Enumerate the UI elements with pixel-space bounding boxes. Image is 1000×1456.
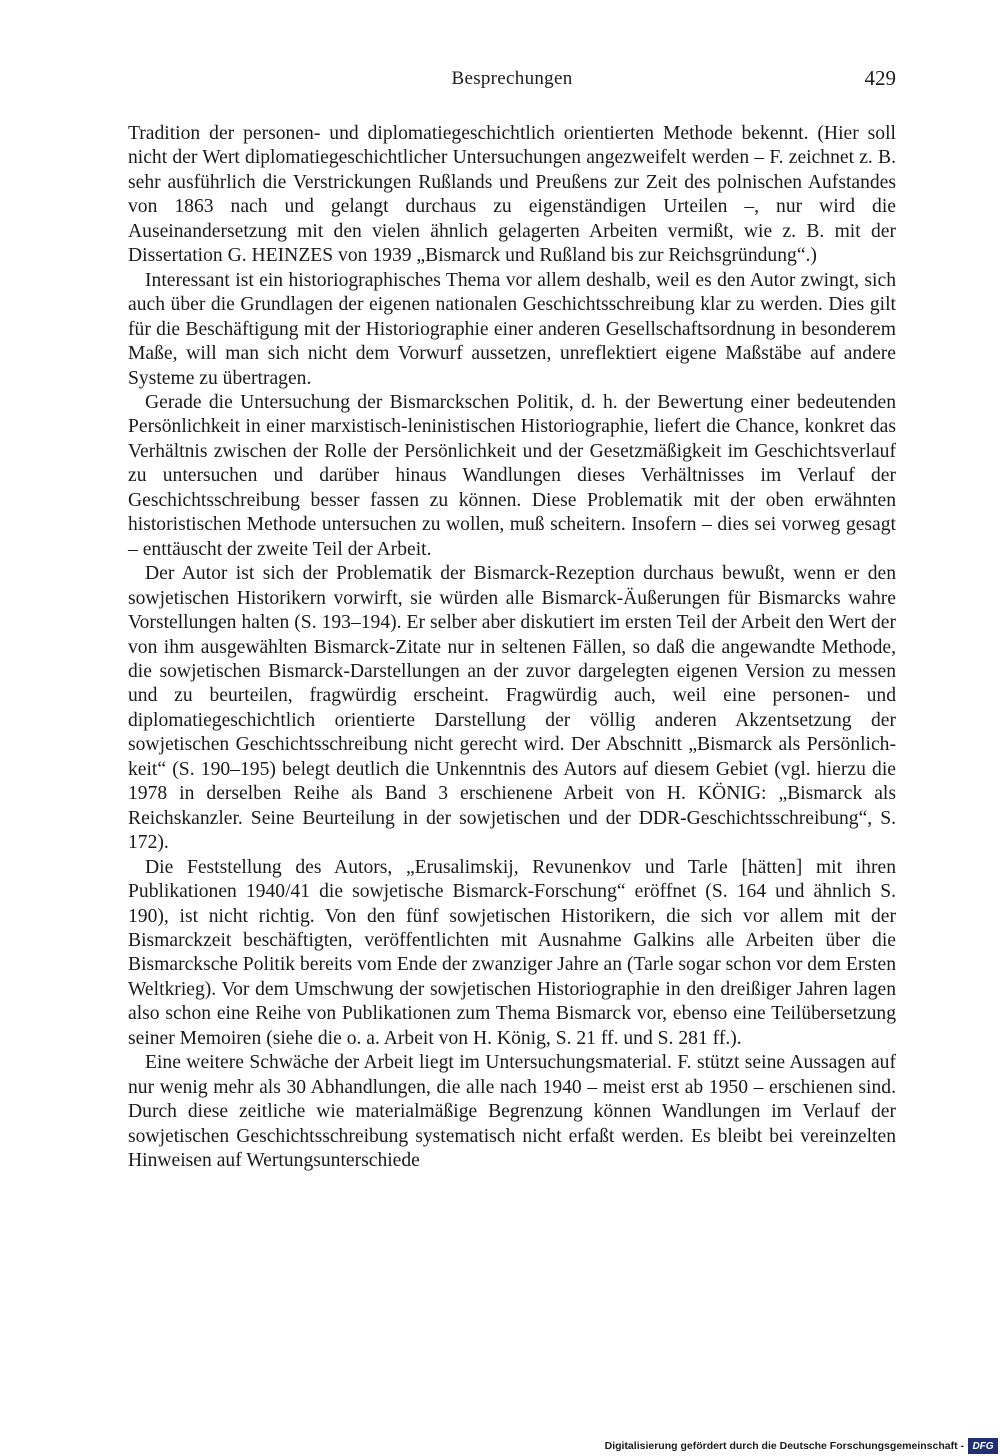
page-header [128, 68, 896, 98]
digitization-credit [605, 1436, 1000, 1456]
dfg-logo: DFG [968, 1438, 998, 1454]
paragraph-1: Tradition der personen- und diplomatiegeschichtlich orientierten Methode bekennt. (Hier soll nicht der Wert diplomatiegeschichtlicher Untersuchungen angezweifelt werden – F. zeichnet z. B. sehr ausführlich die Verstrickungen Rußlands und Preußens zur Zeit des polnischen Aufstandes von 1863 nach und gelangt durchaus zu eigenständigen Urteilen –, nur wird die Auseinandersetzung mit den vielen ähnlich gelagerten Arbeiten vermißt, wie z. B. mit der Dissertation G. HEINZES von 1939 „Bismarck und Rußland bis zur Reichsgründung“.) [128, 123, 896, 267]
paragraph-3: Gerade die Untersuchung der Bismarckschen Politik, d. h. der Bewertung einer bedeutenden Persönlichkeit in einer marxistisch-leninistischen Historiographie, liefert die Chance, konkret das Verhältnis zwischen der Rolle der Persönlichkeit und der Gesetzmäßigkeit im Geschichtsverlauf zu untersuchen und darüber hinaus Wandlungen dieses Verhältnisses im Verlauf der Geschichtsschreibung besser fassen zu können. Diese Problematik mit der oben erwähnten historistischen Methode untersuchen zu wollen, muß scheitern. Insofern – dies sei vorweg gesagt – enttäuscht der zweite Teil der Arbeit. [128, 391, 896, 560]
credit-text: Digitalisierung gefördert durch die Deutsche Forschungsgemeinschaft - [604, 1440, 964, 1452]
paragraph-2: Interessant ist ein historiographisches Thema vor allem deshalb, weil es den Autor zwingt, sich auch über die Grundlagen der eigenen nationalen Geschichtsschreibung klar zu werden. Dies gilt für die Beschäftigung mit der Historiographie einer anderen Gesellschaftsordnung in besonderem Maße, will man sich nicht dem Vorwurf aussetzen, unreflektiert eigene Maßstäbe auf andere Systeme zu übertragen. [128, 269, 896, 389]
body-text [128, 122, 896, 1173]
paragraph-5: Die Feststellung des Autors, „Erusalimskij, Revunenkov und Tarle [hätten] mit ihren Publikationen 1940/41 die sowjetische Bismarck-Forschung“ eröffnet (S. 164 und ähnlich S. 190), ist nicht richtig. Von den fünf sowjetischen Historikern, die sich vor allem mit der Bismarckzeit beschäftigten, veröffentlichten mit Ausnahme Galkins alle Arbeiten über die Bismarcksche Politik bereits vom Ende der zwanziger Jahre an (Tarle sogar schon vor dem Ersten Weltkrieg). Vor dem Umschwung der sowjetischen Historiographie in den dreißiger Jahren lagen also schon eine Reihe von Publikationen zum Thema Bismarck vor, ebenso eine Teilübersetzung seiner Memoiren (siehe die o. a. Arbeit von H. König, S. 21 ff. und S. 281 ff.). [128, 856, 896, 1049]
paragraph-6: Eine weitere Schwäche der Arbeit liegt im Untersuchungsmaterial. F. stützt seine Aussagen auf nur wenig mehr als 30 Abhandlungen, die alle nach 1940 – meist erst ab 1950 – erschienen sind. Durch diese zeitliche wie materialmäßige Begrenzung können Wandlungen im Verlauf der sowjetischen Geschichtsschreibung systematisch nicht erfaßt werden. Es bleibt bei vereinzelten Hinweisen auf Wertungsunterschiede [128, 1052, 896, 1172]
running-head: Besprechungen [451, 68, 573, 89]
page-number: 429 [864, 66, 896, 90]
paragraph-4: Der Autor ist sich der Problematik der Bismarck-Rezeption durchaus bewußt, wenn er den sowjetischen Historikern vorwirft, sie würden alle Bismarck-Äußerungen für Bismarcks wahre Vorstellungen halten (S. 193–194). Er selber aber diskutiert im ersten Teil der Arbeit den Wert der von ihm ausgewählten Bismarck-Zitate nur in seltenen Fällen, so daß die angewandte Methode, die sowjetischen Bismarck-Darstellungen an der zuvor dargelegten eigenen Version zu messen und zu beurteilen, fragwürdig erscheint. Fragwürdig auch, weil eine personen- und diplomatiegeschichtlich orientierte Darstellung der völlig anderen Akzentsetzung der sowjetischen Geschichtsschreibung nicht gerecht wird. Der Abschnitt „Bismarck als Persönlichkeit“ (S. 190–195) belegt deutlich die Unkenntnis des Autors auf diesem Gebiet (vgl. hierzu die 1978 in derselben Reihe als Band 3 erschienene Arbeit von H. KÖNIG: „Bismarck als Reichskanzler. Seine Beurteilung in der sowjetischen und der DDR-Geschichtsschreibung“, S. 172). [128, 563, 896, 854]
